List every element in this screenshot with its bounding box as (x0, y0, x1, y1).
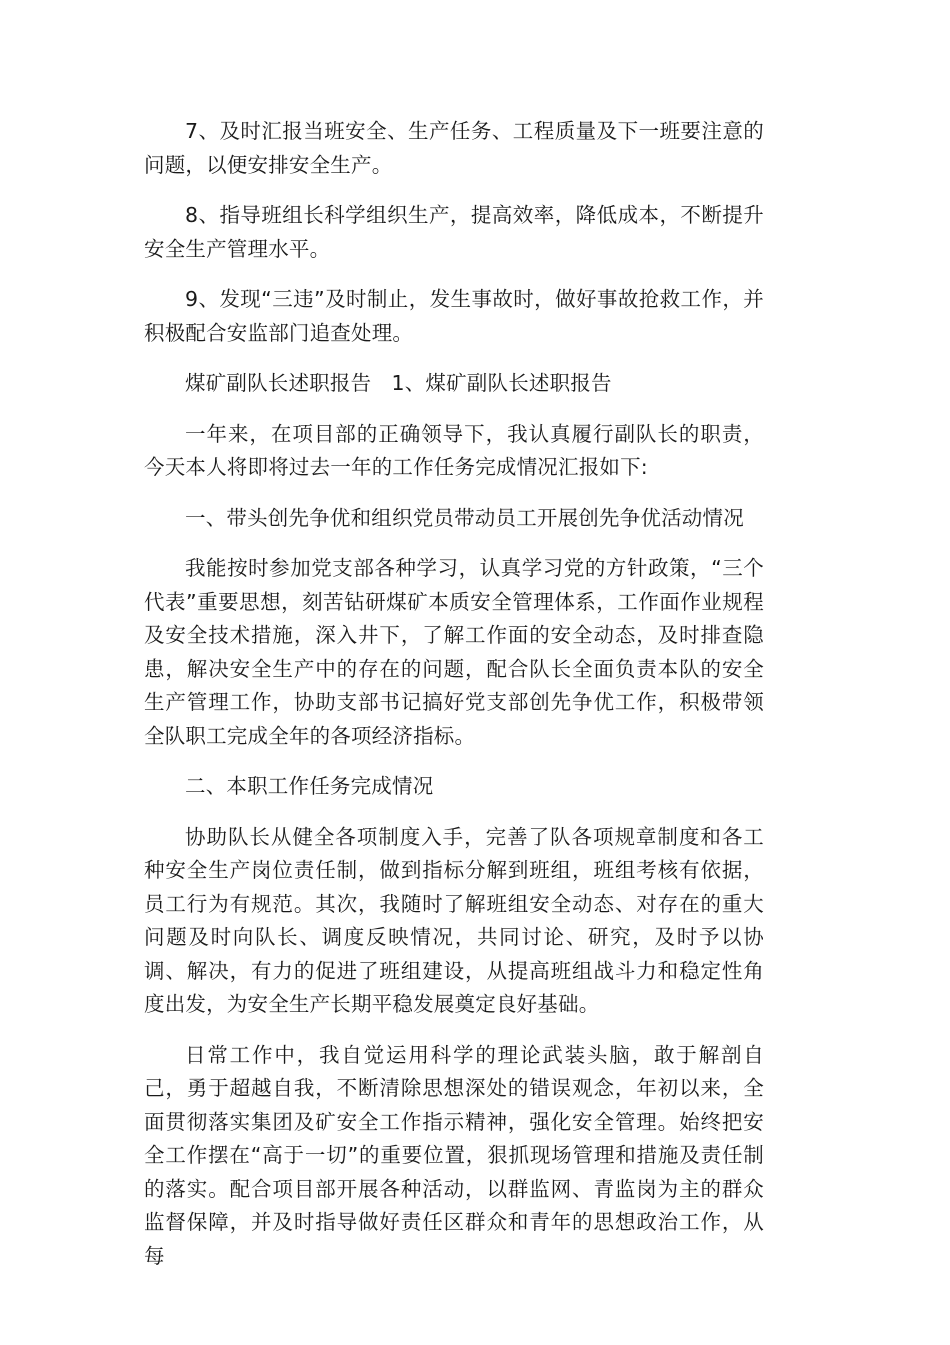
document-body (144, 115, 764, 1290)
paragraph-item-8: 8、指导班组长科学组织生产，提高效率，降低成本，不断提升安全生产管理水平。 (144, 203, 764, 261)
section-heading-1: 一、带头创先争优和组织党员带动员工开展创先争优活动情况 (185, 505, 744, 530)
paragraph-section-2-body-1: 协助队长从健全各项制度入手，完善了队各项规章制度和各工种安全生产岗位责任制，做到指标分解到班组，班组考核有依据，员工行为有规范。其次，我随时了解班组安全动态、对存在的重大问题及时向队长、调度反映情况，共同讨论、研究，及时予以协调、解决，有力的促进了班组建设，从提高班组战斗力和稳定性角度出发，为安全生产长期平稳发展奠定良好基础。 (144, 824, 764, 1016)
paragraph-intro: 一年来，在项目部的正确领导下，我认真履行副队长的职责，今天本人将即将过去一年的工作任务完成情况汇报如下: (144, 421, 764, 479)
paragraph-item-7: 7、及时汇报当班安全、生产任务、工程质量及下一班要注意的问题，以便安排安全生产。 (144, 119, 764, 177)
paragraph-section-2-body-2: 日常工作中，我自觉运用科学的理论武装头脑，敢于解剖自己，勇于超越自我，不断清除思想深处的错误观念，年初以来，全面贯彻落实集团及矿安全工作指示精神，强化安全管理。始终把安全工作摆在“高于一切”的重要位置，狠抓现场管理和措施及责任制的落实。配合项目部开展各种活动，以群监网、青监岗为主的群众监督保障，并及时指导做好责任区群众和青年的思想政治工作，从每 (144, 1042, 764, 1268)
section-heading-2: 二、本职工作任务完成情况 (185, 774, 434, 798)
paragraph-section-1-body: 我能按时参加党支部各种学习，认真学习党的方针政策，“三个代表”重要思想，刻苦钻研煤矿本质安全管理体系，工作面作业规程及安全技术措施，深入井下，了解工作面的安全动态，及时排查隐患，解决安全生产中的存在的问题，配合队长全面负责本队的安全生产管理工作，协助支部书记搞好党支部创先争优工作，积极带领全队职工完成全年的各项经济指标。 (144, 556, 764, 748)
paragraph-item-9: 9、发现“三违”及时制止，发生事故时，做好事故抢救工作，并积极配合安监部门追查处理。 (144, 287, 764, 345)
report-title: 煤矿副队长述职报告 1、煤矿副队长述职报告 (185, 371, 612, 395)
